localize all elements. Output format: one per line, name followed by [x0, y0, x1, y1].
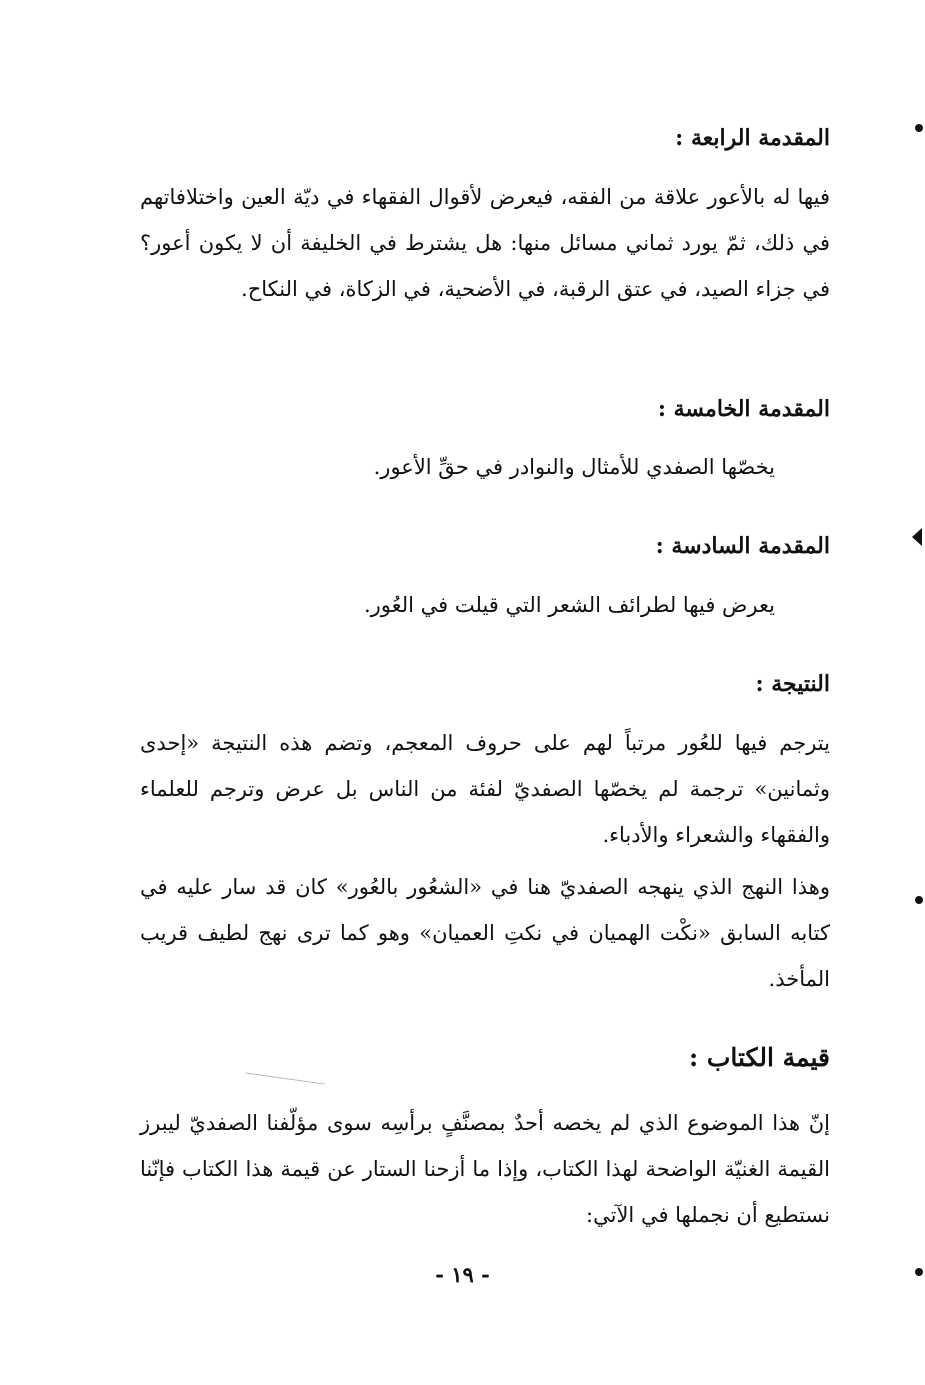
margin-mark-middle — [912, 528, 922, 546]
heading-sixth-introduction: المقدمة السادسة : — [655, 533, 830, 559]
paragraph-fourth-introduction: فيها له بالأعور علاقة من الفقه، فيعرض لأقوال الفقهاء في ديّة العين واختلافاتهم في ذلك، ثمّ يورد ثماني مسائل منها: هل يشترط في الخليفة أن لا يكون أعور؟ في جزاء الصيد، في عتق الرقبة، في الأضحية، في الزكاة، في النكاح. — [140, 185, 830, 301]
paragraph-result-method: وهذا النهج الذي ينهجه الصفديّ هنا في «الشعُور بالعُور» كان قد سار عليه في كتابه السابق «نكْت الهميان في نكتِ العميان» وهو كما ترى نهج لطيف قريب المأخذ. — [140, 875, 830, 991]
margin-mark-lower — [915, 896, 923, 904]
scan-artifact-line — [245, 1072, 324, 1084]
heading-fifth-introduction: المقدمة الخامسة : — [657, 396, 830, 422]
paragraph-fifth-introduction: يخصّها الصفدي للأمثال والنوادر في حقِّ الأعور. — [373, 455, 775, 479]
paragraph-sixth-introduction: يعرض فيها لطرائف الشعر التي قيلت في العُور. — [363, 593, 775, 617]
heading-result: النتيجة : — [755, 671, 830, 697]
margin-mark-top — [915, 124, 923, 132]
heading-book-value: قيمة الكتاب : — [688, 1043, 830, 1072]
heading-fourth-introduction: المقدمة الرابعة : — [675, 125, 830, 151]
page-number: - ١٩ - — [435, 1262, 490, 1287]
paragraph-book-value: إنّ هذا الموضوع الذي لم يخصه أحدٌ بمصنَّفٍ برأسِه سوى مؤلّفنا الصفديّ ليبرز القيمة الغنيّة الواضحة لهذا الكتاب، وإذا ما أزحنا الستار عن قيمة هذا الكتاب فإنّنا نستطيع أن نجملها في الآتي: — [140, 1111, 830, 1227]
paragraph-result-translations: يترجم فيها للعُور مرتباً لهم على حروف المعجم، وتضم هذه النتيجة «إحدى وثمانين» ترجمة لم يخصّها الصفديّ لفئة من الناس بل عرض وترجم للعلماء والفقهاء والشعراء والأدباء. — [140, 731, 830, 847]
